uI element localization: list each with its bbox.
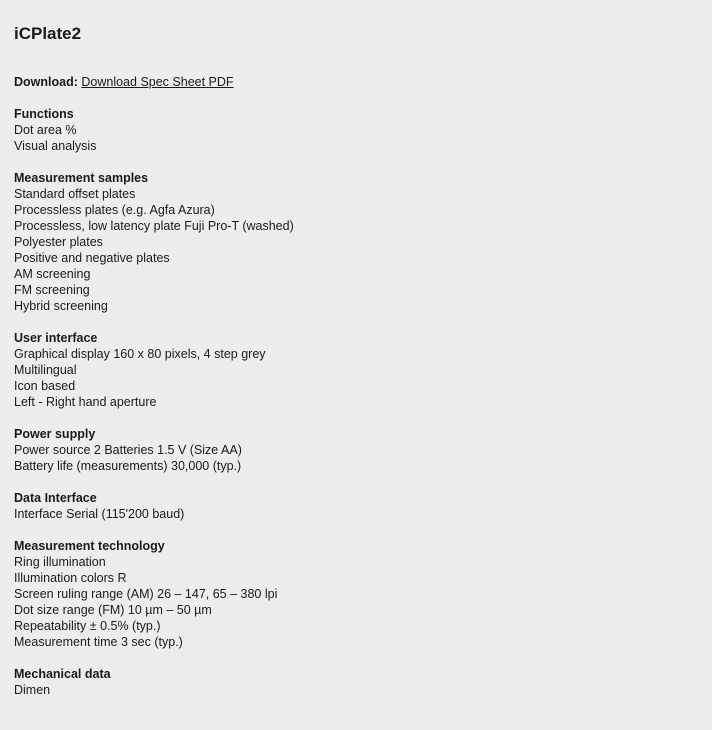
spec-section <box>14 426 294 474</box>
spec-section <box>14 170 294 314</box>
spec-line: Dot area % <box>14 123 77 137</box>
spec-line: Left - Right hand aperture <box>14 395 157 409</box>
download-row <box>14 74 234 90</box>
spec-line: Multilingual <box>14 363 77 377</box>
spec-sections <box>14 106 294 714</box>
spec-section <box>14 106 294 154</box>
spec-line: Hybrid screening <box>14 299 108 313</box>
section-heading: Power supply <box>14 427 96 441</box>
spec-section <box>14 666 294 698</box>
section-heading: Measurement technology <box>14 539 165 553</box>
spec-section <box>14 330 294 410</box>
spec-line: Graphical display 160 x 80 pixels, 4 step grey <box>14 347 266 361</box>
spec-line: Dimen <box>14 683 51 697</box>
section-heading: User interface <box>14 331 98 345</box>
spec-line: Polyester plates <box>14 235 103 249</box>
section-heading: Functions <box>14 107 74 121</box>
spec-line: Repeatability ± 0.5% (typ.) <box>14 619 161 633</box>
spec-line: Visual analysis <box>14 139 97 153</box>
spec-section <box>14 490 294 522</box>
spec-line: Power source 2 Batteries 1.5 V (Size AA) <box>14 443 242 457</box>
spec-line: Battery life (measurements) 30,000 (typ.) <box>14 459 242 473</box>
download-label: Download: <box>14 75 78 89</box>
section-heading: Data Interface <box>14 491 97 505</box>
section-heading: Mechanical data <box>14 667 111 681</box>
spec-line: AM screening <box>14 267 91 281</box>
spec-section <box>14 538 294 650</box>
page-title: iCPlate2 <box>14 24 82 43</box>
spec-line: Positive and negative plates <box>14 251 170 265</box>
spec-line: Measurement time 3 sec (typ.) <box>14 635 183 649</box>
spec-line: Standard offset plates <box>14 187 136 201</box>
spec-line: Icon based <box>14 379 76 393</box>
download-spec-sheet-link[interactable]: Download Spec Sheet PDF <box>81 75 234 89</box>
spec-line: Illumination colors R <box>14 571 127 585</box>
section-heading: Measurement samples <box>14 171 149 185</box>
spec-line: Dot size range (FM) 10 µm – 50 µm <box>14 603 212 617</box>
spec-line: FM screening <box>14 283 90 297</box>
spec-line: Screen ruling range (AM) 26 – 147, 65 – 380 lpi <box>14 587 278 601</box>
spec-line: Processless plates (e.g. Agfa Azura) <box>14 203 215 217</box>
spec-line: Interface Serial (115'200 baud) <box>14 507 185 521</box>
spec-line: Processless, low latency plate Fuji Pro-T (washed) <box>14 219 294 233</box>
spec-line: Ring illumination <box>14 555 106 569</box>
